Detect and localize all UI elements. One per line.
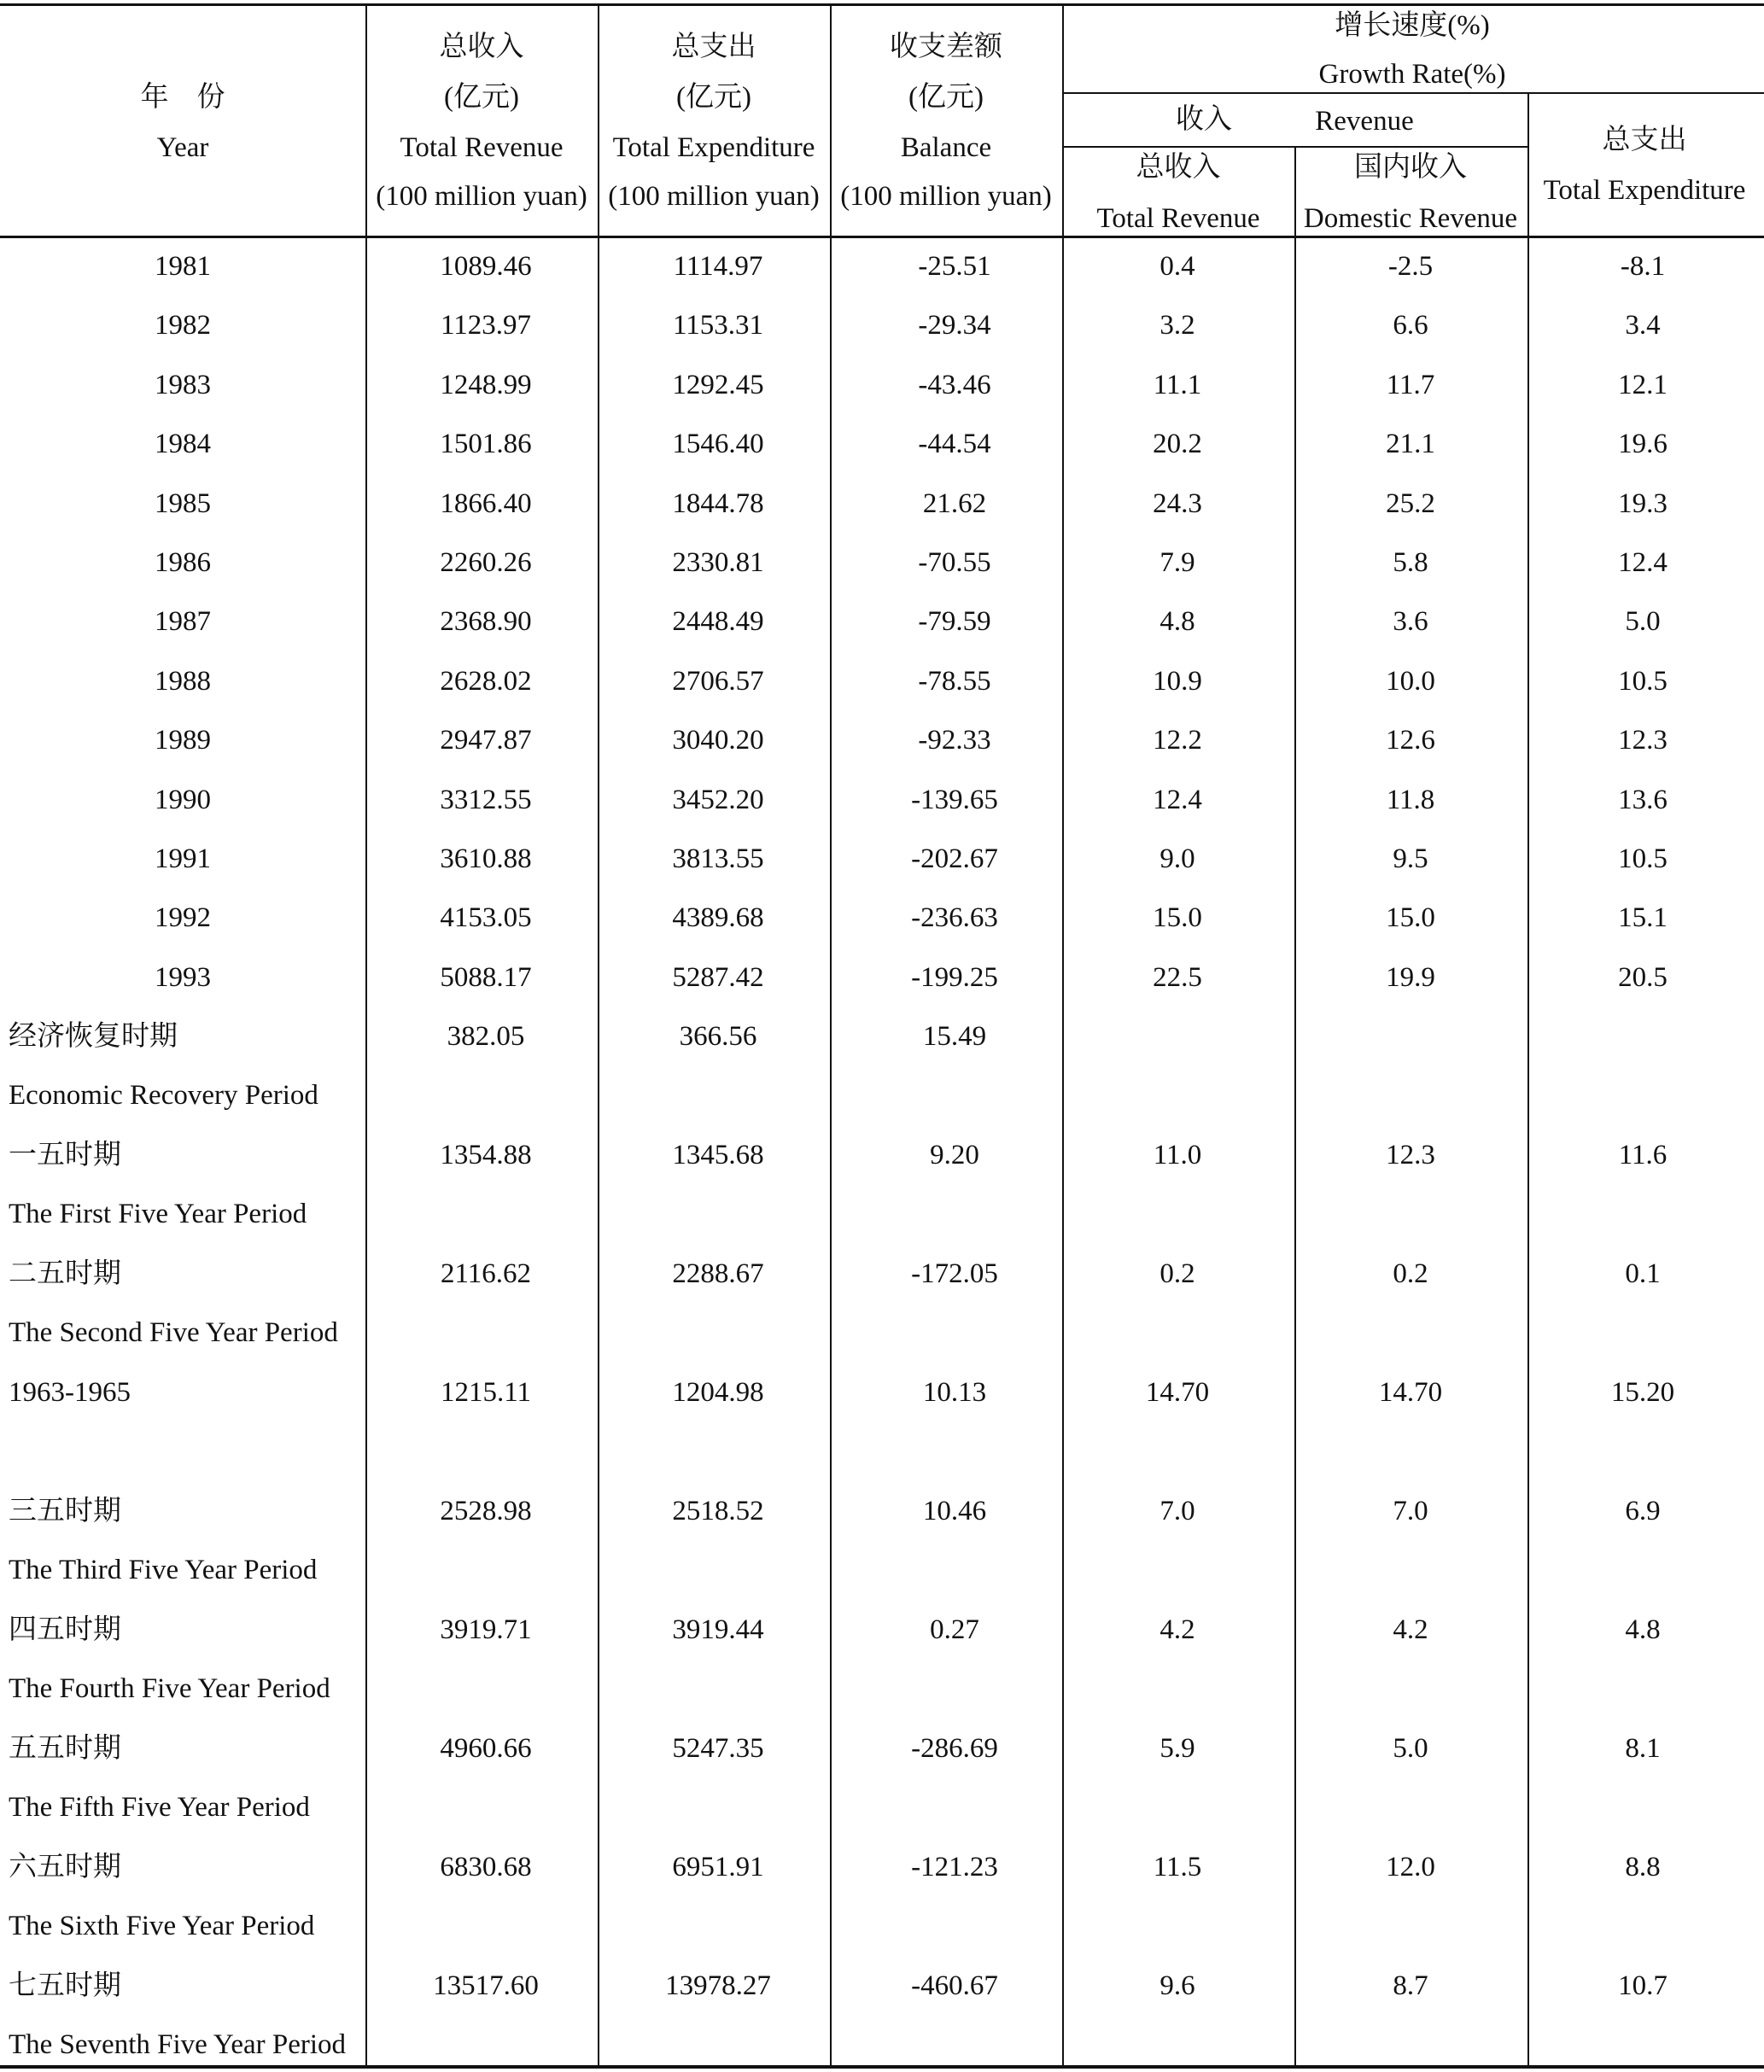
cell-g_exp: 6.9 (1625, 1496, 1661, 1526)
cell-revenue: 2628.02 (440, 666, 532, 697)
cell-balance: -79.59 (918, 606, 991, 637)
cell-g_rev: 4.8 (1159, 606, 1195, 637)
cell-g_rev: 20.2 (1153, 429, 1202, 459)
cell-balance: -78.55 (918, 666, 991, 697)
cell-label-en: The First Five Year Period (9, 1199, 307, 1229)
cell-g_rev: 7.9 (1159, 547, 1195, 578)
cell-label-cn: 经济恢复时期 (9, 1021, 178, 1052)
cell-balance: 10.46 (922, 1496, 987, 1526)
cell-label-cn: 一五时期 (9, 1140, 121, 1170)
cell-revenue: 1123.97 (440, 310, 532, 341)
cell-balance: -44.54 (918, 429, 991, 459)
cell-revenue: 1089.46 (440, 251, 532, 282)
cell-g_exp: 0.1 (1625, 1258, 1661, 1289)
cell-expenditure: 2706.57 (672, 666, 764, 697)
col-divider (1527, 92, 1529, 2066)
cell-g_dom: 7.0 (1393, 1496, 1428, 1526)
cell-g_dom: 10.0 (1386, 666, 1435, 697)
cell-balance: 0.27 (930, 1614, 979, 1645)
cell-balance: -25.51 (918, 251, 991, 282)
cell-g_rev: 4.2 (1159, 1614, 1195, 1645)
header-growth-en: Growth Rate(%) (1318, 59, 1506, 90)
cell-g_rev: 5.9 (1159, 1733, 1195, 1764)
cell-year: 1983 (155, 370, 211, 400)
cell-year: 1987 (155, 606, 211, 637)
header-growth-domestic-en: Domestic Revenue (1303, 203, 1518, 234)
header-growth-cn: 增长速度(%) (1335, 10, 1490, 41)
cell-expenditure: 3452.20 (672, 785, 764, 815)
cell-label-en: The Seventh Five Year Period (9, 2029, 347, 2060)
cell-label-cn: 二五时期 (9, 1258, 121, 1289)
cell-balance: -29.34 (918, 310, 991, 341)
header-expenditure-cn: 总支出 (671, 32, 756, 62)
cell-g_dom: 5.0 (1393, 1733, 1428, 1764)
cell-revenue: 1354.88 (440, 1140, 532, 1170)
cell-balance: -286.69 (911, 1733, 998, 1764)
cell-revenue: 1866.40 (440, 488, 532, 519)
header-balance-cn: 收支差额 (890, 32, 1002, 62)
cell-g_exp: 4.8 (1625, 1614, 1661, 1645)
cell-g_rev: 9.0 (1159, 843, 1195, 874)
cell-balance: -43.46 (918, 370, 991, 400)
cell-revenue: 1501.86 (440, 429, 532, 459)
cell-g_dom: 5.8 (1393, 547, 1428, 578)
cell-balance: -70.55 (918, 547, 991, 578)
cell-g_rev: 24.3 (1153, 488, 1202, 519)
cell-g_dom: 12.0 (1386, 1852, 1435, 1882)
cell-g_dom: 12.6 (1386, 725, 1435, 756)
cell-revenue: 2528.98 (440, 1496, 532, 1526)
cell-g_exp: 19.3 (1618, 488, 1668, 519)
cell-g_rev: 11.0 (1153, 1140, 1202, 1170)
cell-g_dom: 25.2 (1386, 488, 1435, 519)
header-growth-revenue-en: Revenue (1315, 106, 1414, 137)
cell-balance: 15.49 (922, 1021, 987, 1052)
cell-expenditure: 2330.81 (672, 547, 764, 578)
cell-label-en: Economic Recovery Period (9, 1080, 318, 1111)
cell-year: 1981 (155, 251, 211, 282)
table-bottom-rule (0, 2065, 1764, 2069)
cell-g_dom: 14.70 (1378, 1377, 1443, 1408)
cell-g_exp: 13.6 (1618, 785, 1668, 815)
cell-label-cn: 六五时期 (9, 1852, 121, 1882)
cell-g_rev: 22.5 (1153, 962, 1202, 993)
cell-g_exp: 8.8 (1625, 1852, 1661, 1882)
cell-balance: 10.13 (922, 1377, 987, 1408)
cell-year: 1990 (155, 785, 211, 815)
col-divider (1294, 146, 1296, 2066)
header-expenditure-unit-en: (100 million yuan) (608, 181, 820, 212)
cell-g_exp: 12.1 (1618, 370, 1668, 400)
cell-g_exp: 15.1 (1618, 902, 1668, 933)
header-year-en: Year (156, 132, 209, 163)
cell-label-en: The Sixth Five Year Period (9, 1911, 315, 1941)
cell-g_dom: 9.5 (1393, 843, 1428, 874)
cell-label-cn: 1963-1965 (9, 1377, 131, 1408)
cell-year: 1991 (155, 843, 211, 874)
header-growth-revenue-cn: 收入 (1176, 104, 1232, 135)
cell-g_exp: 5.0 (1625, 606, 1661, 637)
header-balance-en: Balance (900, 132, 992, 163)
cell-g_rev: 9.6 (1159, 1970, 1195, 2001)
cell-revenue: 2368.90 (440, 606, 532, 637)
cell-g_dom: 4.2 (1393, 1614, 1428, 1645)
cell-year: 1986 (155, 547, 211, 578)
cell-year: 1993 (155, 962, 211, 993)
cell-balance: -236.63 (911, 902, 998, 933)
cell-g_dom: 11.8 (1386, 785, 1435, 815)
cell-expenditure: 1844.78 (672, 488, 764, 519)
cell-g_rev: 0.4 (1159, 251, 1195, 282)
cell-expenditure: 2288.67 (672, 1258, 764, 1289)
cell-g_rev: 3.2 (1159, 310, 1195, 341)
cell-g_dom: 11.7 (1386, 370, 1435, 400)
cell-label-cn: 四五时期 (9, 1614, 121, 1645)
cell-balance: -202.67 (911, 843, 998, 874)
cell-g_exp: 3.4 (1625, 310, 1661, 341)
cell-expenditure: 3040.20 (672, 725, 764, 756)
col-divider (1062, 5, 1064, 2066)
cell-g_rev: 12.2 (1153, 725, 1202, 756)
cell-g_rev: 15.0 (1153, 902, 1202, 933)
cell-expenditure: 1292.45 (672, 370, 764, 400)
cell-expenditure: 1546.40 (672, 429, 764, 459)
cell-expenditure: 1114.97 (673, 251, 763, 282)
cell-balance: -199.25 (911, 962, 998, 993)
cell-g_dom: 15.0 (1386, 902, 1435, 933)
cell-expenditure: 1345.68 (672, 1140, 764, 1170)
cell-expenditure: 1204.98 (672, 1377, 764, 1408)
cell-revenue: 2116.62 (440, 1258, 532, 1289)
header-revenue-cn: 总收入 (439, 32, 524, 62)
cell-year: 1985 (155, 488, 211, 519)
cell-g_exp: 10.7 (1618, 1970, 1668, 2001)
cell-g_dom: 0.2 (1393, 1258, 1428, 1289)
cell-expenditure: 5287.42 (672, 962, 764, 993)
header-bottom-rule (0, 236, 1764, 238)
cell-label-cn: 五五时期 (9, 1733, 121, 1764)
cell-g_exp: 12.4 (1618, 547, 1668, 578)
cell-expenditure: 4389.68 (672, 902, 764, 933)
cell-balance: -172.05 (911, 1258, 998, 1289)
cell-label-en: The Third Five Year Period (9, 1555, 318, 1585)
header-revenue-en: Total Revenue (400, 132, 564, 163)
cell-year: 1992 (155, 902, 211, 933)
cell-revenue: 3312.55 (440, 785, 532, 815)
cell-g_exp: 10.5 (1618, 843, 1668, 874)
cell-label-cn: 七五时期 (9, 1970, 121, 2001)
header-growth-expenditure-en: Total Expenditure (1543, 175, 1746, 206)
cell-g_exp: 8.1 (1625, 1733, 1661, 1764)
cell-revenue: 382.05 (447, 1021, 525, 1052)
col-divider (830, 5, 832, 2066)
cell-year: 1988 (155, 666, 211, 697)
cell-g_exp: 10.5 (1618, 666, 1668, 697)
cell-expenditure: 13978.27 (665, 1970, 771, 2001)
cell-label-cn: 三五时期 (9, 1496, 121, 1526)
col-divider (365, 5, 367, 2066)
header-expenditure-en: Total Expenditure (612, 132, 815, 163)
cell-revenue: 3610.88 (440, 843, 532, 874)
cell-expenditure: 6951.91 (672, 1852, 764, 1882)
cell-label-en: The Fourth Five Year Period (9, 1673, 330, 1704)
cell-g_exp: 12.3 (1618, 725, 1668, 756)
cell-year: 1989 (155, 725, 211, 756)
cell-revenue: 1215.11 (440, 1377, 532, 1408)
header-revenue-unit-cn: (亿元) (444, 82, 519, 113)
cell-expenditure: 3813.55 (672, 843, 764, 874)
growth-subheader-rule (1062, 92, 1764, 94)
cell-g_rev: 0.2 (1159, 1258, 1195, 1289)
table-top-rule (0, 3, 1764, 6)
cell-g_dom: -2.5 (1387, 251, 1434, 282)
header-growth-expenditure-cn: 总支出 (1602, 125, 1687, 155)
cell-g_exp: 11.6 (1618, 1140, 1668, 1170)
cell-revenue: 6830.68 (440, 1852, 532, 1882)
cell-expenditure: 366.56 (679, 1021, 757, 1052)
header-growth-total-revenue-cn: 总收入 (1136, 152, 1221, 183)
cell-expenditure: 1153.31 (672, 310, 764, 341)
cell-g_exp: 15.20 (1610, 1377, 1675, 1408)
header-growth-domestic-cn: 国内收入 (1354, 152, 1467, 183)
cell-year: 1984 (155, 429, 211, 459)
cell-revenue: 1248.99 (440, 370, 532, 400)
header-revenue-unit-en: (100 million yuan) (376, 181, 587, 212)
cell-label-en: The Fifth Five Year Period (9, 1792, 310, 1823)
cell-balance: -460.67 (911, 1970, 998, 2001)
cell-revenue: 4960.66 (440, 1733, 532, 1764)
cell-revenue: 3919.71 (440, 1614, 532, 1645)
cell-g_rev: 7.0 (1159, 1496, 1195, 1526)
cell-g_dom: 19.9 (1386, 962, 1435, 993)
header-growth-total-revenue-en: Total Revenue (1096, 203, 1260, 234)
cell-g_dom: 8.7 (1393, 1970, 1428, 2001)
cell-g_exp: 20.5 (1618, 962, 1668, 993)
cell-balance: 9.20 (930, 1140, 979, 1170)
cell-g_rev: 11.1 (1153, 370, 1202, 400)
cell-expenditure: 3919.44 (672, 1614, 764, 1645)
cell-expenditure: 2448.49 (672, 606, 764, 637)
cell-g_rev: 14.70 (1145, 1377, 1210, 1408)
cell-balance: -121.23 (911, 1852, 998, 1882)
cell-revenue: 4153.05 (440, 902, 532, 933)
cell-expenditure: 5247.35 (672, 1733, 764, 1764)
col-divider (598, 5, 599, 2066)
cell-revenue: 2947.87 (440, 725, 532, 756)
cell-g_rev: 12.4 (1153, 785, 1202, 815)
cell-year: 1982 (155, 310, 211, 341)
cell-revenue: 2260.26 (440, 547, 532, 578)
cell-g_rev: 10.9 (1153, 666, 1202, 697)
cell-balance: 21.62 (922, 488, 987, 519)
cell-g_dom: 3.6 (1393, 606, 1428, 637)
cell-balance: -139.65 (911, 785, 998, 815)
header-expenditure-unit-cn: (亿元) (676, 82, 751, 113)
cell-g_dom: 6.6 (1393, 310, 1428, 341)
cell-balance: -92.33 (918, 725, 991, 756)
cell-revenue: 13517.60 (433, 1970, 539, 2001)
cell-g_dom: 21.1 (1386, 429, 1435, 459)
header-balance-unit-en: (100 million yuan) (840, 181, 1052, 212)
cell-g_exp: -8.1 (1620, 251, 1666, 282)
header-balance-unit-cn: (亿元) (908, 82, 984, 113)
cell-label-en: The Second Five Year Period (9, 1317, 338, 1348)
header-year-cn: 年 份 (140, 82, 225, 113)
cell-g_rev: 11.5 (1153, 1852, 1202, 1882)
cell-revenue: 5088.17 (440, 962, 532, 993)
cell-g_dom: 12.3 (1386, 1140, 1435, 1170)
cell-g_exp: 19.6 (1618, 429, 1668, 459)
cell-expenditure: 2518.52 (672, 1496, 764, 1526)
